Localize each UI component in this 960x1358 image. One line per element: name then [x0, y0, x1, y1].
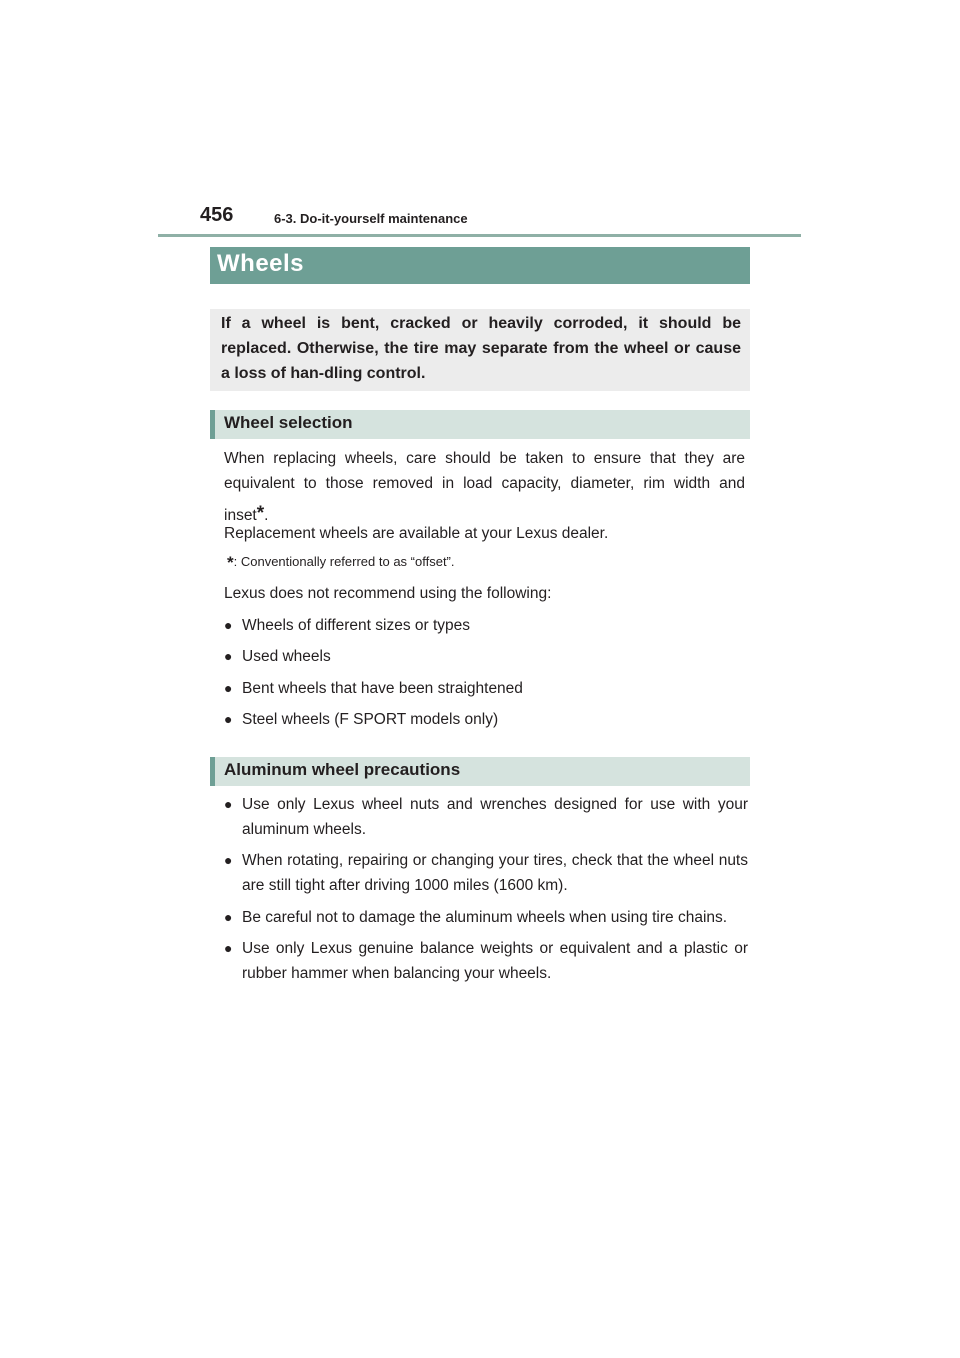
wheel-selection-heading-bar	[210, 410, 750, 439]
list-item	[224, 676, 748, 701]
page-number: 456	[200, 204, 234, 226]
list-item	[224, 848, 748, 898]
intro-box	[210, 309, 750, 391]
list-item	[224, 707, 748, 732]
bullet-icon: ●	[224, 940, 233, 956]
bullet-icon: ●	[224, 852, 233, 868]
list-item-text: Steel wheels (F SPORT models only)	[242, 711, 499, 728]
bullet-icon: ●	[224, 680, 233, 696]
dealer-note: Replacement wheels are available at your Lexus dealer.	[224, 525, 609, 542]
page-header	[158, 200, 801, 237]
list-item	[224, 613, 748, 638]
footnote	[227, 551, 455, 571]
list-item-text: Use only Lexus wheel nuts and wrenches designed for use with your aluminum wheels.	[242, 796, 748, 838]
list-item-text: Use only Lexus genuine balance weights or equivalent and a plastic or rubber hammer when balancing your wheels.	[242, 940, 748, 982]
bullet-icon: ●	[224, 909, 233, 925]
list-item	[224, 644, 748, 669]
footnote-marker: *	[227, 553, 234, 572]
list-item-text: Bent wheels that have been straightened	[242, 680, 523, 697]
footnote-reference: *	[256, 503, 265, 524]
bullet-icon: ●	[224, 648, 233, 664]
footnote-text: : Conventionally referred to as “offset”.	[233, 554, 455, 569]
list-item	[224, 905, 748, 930]
list-item-text: Wheels of different sizes or types	[242, 617, 471, 634]
wheel-selection-heading: Wheel selection	[224, 413, 353, 432]
wheel-selection-text: When replacing wheels, care should be taken to ensure that they are equivalent to those removed in load capacity, diameter, rim width and inset	[224, 450, 745, 525]
aluminum-heading: Aluminum wheel precautions	[224, 760, 461, 779]
intro-text: If a wheel is bent, cracked or heavily corroded, it should be replaced. Otherwise, the tire may separate from the wheel or cause a loss of han-dling control.	[221, 315, 741, 382]
aluminum-heading-bar	[210, 757, 750, 786]
bullet-icon: ●	[224, 796, 233, 812]
title-bar	[210, 247, 750, 284]
list-item	[224, 936, 748, 986]
list-item	[224, 792, 748, 842]
wheel-selection-paragraph	[224, 446, 745, 528]
not-recommended-lead: Lexus does not recommend using the following:	[224, 585, 552, 602]
list-item-text: When rotating, repairing or changing your tires, check that the wheel nuts are still tight after driving 1000 miles (1600 km).	[242, 852, 748, 894]
section-path: 6-3. Do-it-yourself maintenance	[274, 211, 468, 226]
list-item-text: Used wheels	[242, 648, 331, 665]
bullet-icon: ●	[224, 711, 233, 727]
page-title: Wheels	[217, 250, 305, 277]
list-item-text: Be careful not to damage the aluminum wheels when using tire chains.	[242, 909, 728, 926]
bullet-icon: ●	[224, 617, 233, 633]
wheel-selection-text-end: .	[264, 507, 269, 525]
